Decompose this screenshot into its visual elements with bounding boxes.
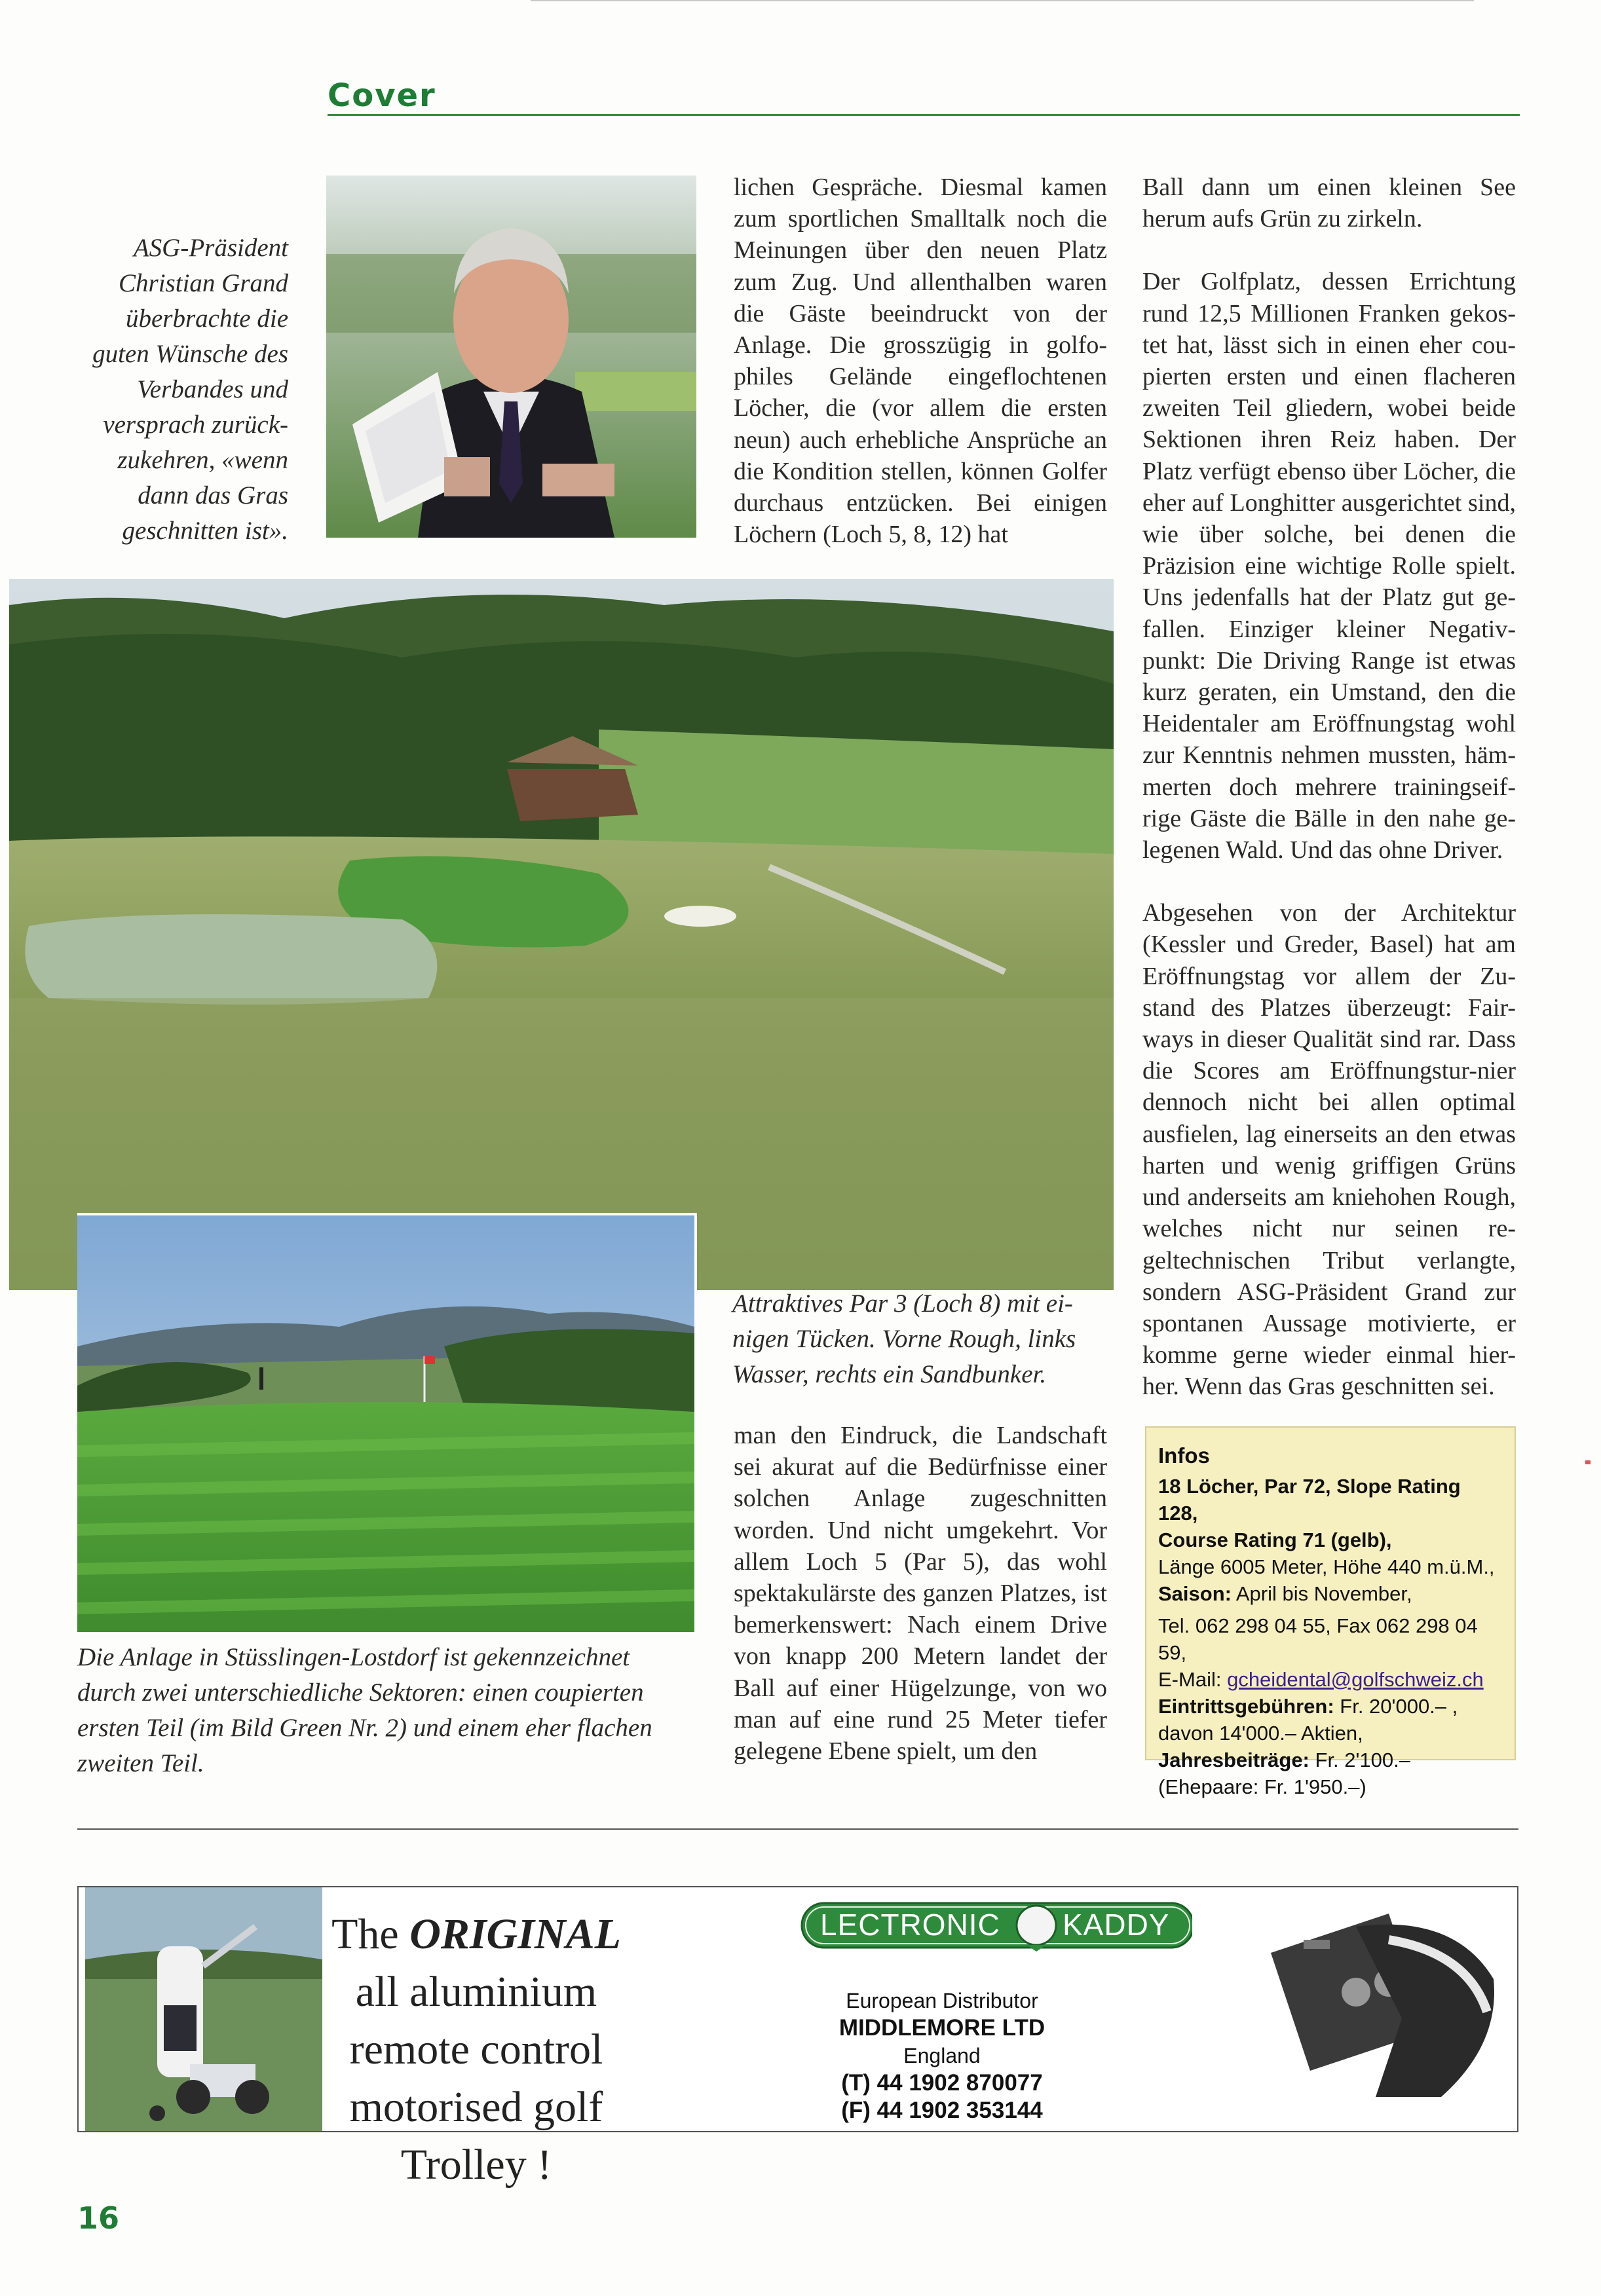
article-paragraph: Der Golfplatz, dessen Errichtung rund 12,5 Millionen Franken gekos-tet hat, lässt sich in einen eher cou-pierten ersten und einen flacheren zweiten Teil gliedern, wobei beide Sektionen ihren Reiz haben. Der Platz verfügt ebenso über Löcher, die eher auf Longhitter ausgerichtet sind, wie über solche, bei denen die Präzision eine wichtige Rolle spielt. Uns jedenfalls hat der Platz gut ge-fallen. Einziger kleiner Negativ-punkt: Die Driving Range ist etwas kurz geraten, ein Umstand, den die Heidentaler am Eröffnungstag wohl zur Kenntnis nehmen mussten, häm-merten doch mehrere trainingseif-rige Gäste die Bälle in den nahe ge-legenen Wald. Und das ohne Driver. (1142, 268, 1516, 864)
president-photo-caption: ASG-Präsident Christian Grand überbrachte die guten Wünsche des Verbandes und versprach zurück-zukehren, «wenn dann das Gras geschnitten ist». (92, 234, 288, 545)
article-paragraph: Abgesehen von der Architektur (Kessler und Greder, Basel) hat am Eröffnungstag vor allem der Zu-stand des Platzes überzeugt: Fair-ways in dieser Qualität sind rar. Dass die Scores am Eröffnungstur-nier dennoch nicht bei allen optimal ausfielen, lag einerseits an den etwas harten und wenig griffigen Grüns und anderseits am kniehohen Rough, welches nicht nur seinen re-geltechnischen Tribut verlangte, sondern ASG-Präsident Grand zur spontanen Aussage motivierte, er komme gerne wieder einmal hier-her. Wenn das Gras geschnitten sei. (1142, 899, 1516, 1401)
info-line: 18 Löcher, Par 72, Slope Rating 128, (1158, 1475, 1461, 1525)
info-line: Eintrittsgebühren: Fr. 20'000.– , (1158, 1695, 1458, 1718)
article-paragraph: Ball dann um einen kleinen See herum aufs Grün zu zirkeln. (1142, 174, 1516, 233)
info-line: Saison: April bis November, (1158, 1582, 1412, 1605)
article-col2-bottom (734, 1420, 1107, 1767)
article-col3 (1142, 172, 1516, 1403)
green2-photo (77, 1213, 697, 1632)
info-box (1145, 1426, 1516, 1798)
golf-ball-icon (1017, 1906, 1056, 1945)
info-line: Course Rating 71 (gelb), (1158, 1528, 1392, 1551)
lectronic-kaddy-logo (800, 1899, 1195, 1952)
section-rule (328, 114, 1520, 116)
ad-distributor: European Distributor MIDDLEMORE LTD England (T) 44 1902 870077 (F) 44 1902 353144 (772, 1987, 1112, 2124)
article-paragraph: lichen Gespräche. Diesmal kamen zum sportlichen Smalltalk noch die Meinungen über den neuen Platz zum Zug. Und allenthalben waren die Gäste beeindruckt von der Anlage. Die grosszügig in golfo-philes Gelände eingeflochtenen Löcher, die (vor allem die ersten neun) auch erhebliche Ansprüche an die Kondition stellen, können Golfer durchaus entzücken. Bei einigen Löchern (Loch 5, 8, 12) hat (734, 174, 1107, 549)
page-number: 16 (77, 2200, 120, 2236)
advertisement (77, 1886, 1518, 2189)
par3-photo-caption: Attraktives Par 3 (Loch 8) mit ei-nigen Tücken. Vorne Rough, links Wasser, rechts ein Sandbunker. (732, 1289, 1076, 1388)
ad-remote-photo (1192, 1900, 1507, 2123)
email-link[interactable]: gcheidental@golfschweiz.ch (1227, 1668, 1484, 1691)
president-photo (326, 176, 696, 538)
margin-mark (1585, 1460, 1591, 1464)
section-label: Cover (328, 77, 436, 114)
info-contact: Tel. 062 298 04 55, Fax 062 298 04 59, (1158, 1614, 1478, 1664)
par3-landscape-photo (9, 579, 1114, 1290)
info-line: (Ehepaare: Fr. 1'950.–) (1158, 1775, 1366, 1798)
article-paragraph: man den Eindruck, die Landschaft sei akurat auf die Bedürfnisse einer solchen Anlage zugeschnitten worden. Und nicht umgekehrt. Vor allem Loch 5 (Par 5), das wohl spektakulärste des ganzen Platzes, ist bemerkenswert: Nach einem Drive von knapp 200 Metern landet der Ball auf einer Hügelzunge, von wo man auf eine rund 25 Meter tiefer gelegene Ebene spielt, um den (734, 1422, 1107, 1766)
article-col2-top (734, 172, 1107, 550)
green2-photo-caption: Die Anlage in Stüsslingen-Lostdorf ist gekennzeichnet durch zwei unterschiedliche Sektoren: einen coupierten ersten Teil (im Bild Green Nr. 2) und einem eher flachen zweiten Teil. (77, 1643, 652, 1777)
info-line: Jahresbeiträge: Fr. 2'100.– (1158, 1749, 1411, 1771)
info-email-line: E-Mail: gcheidental@golfschweiz.ch (1158, 1668, 1484, 1691)
info-box-title: Infos (1158, 1443, 1210, 1468)
ad-headline: The ORIGINAL all aluminium remote control motorised golf Trolley ! (331, 1910, 621, 2189)
logo-text-right: KADDY (1063, 1908, 1170, 1942)
info-line: Länge 6005 Meter, Höhe 440 m.ü.M., (1158, 1555, 1495, 1578)
divider-rule (77, 1828, 1518, 1830)
ad-phone: (T) 44 1902 870077 (841, 2070, 1043, 2096)
info-line: davon 14'000.– Aktien, (1158, 1722, 1363, 1745)
ad-fax: (F) 44 1902 353144 (841, 2098, 1043, 2123)
top-border-line (531, 0, 1474, 1)
logo-text-left: LECTRONIC (820, 1908, 1000, 1942)
ad-trolley-photo (85, 1887, 322, 2131)
ad-company: MIDDLEMORE LTD (838, 2015, 1045, 2041)
